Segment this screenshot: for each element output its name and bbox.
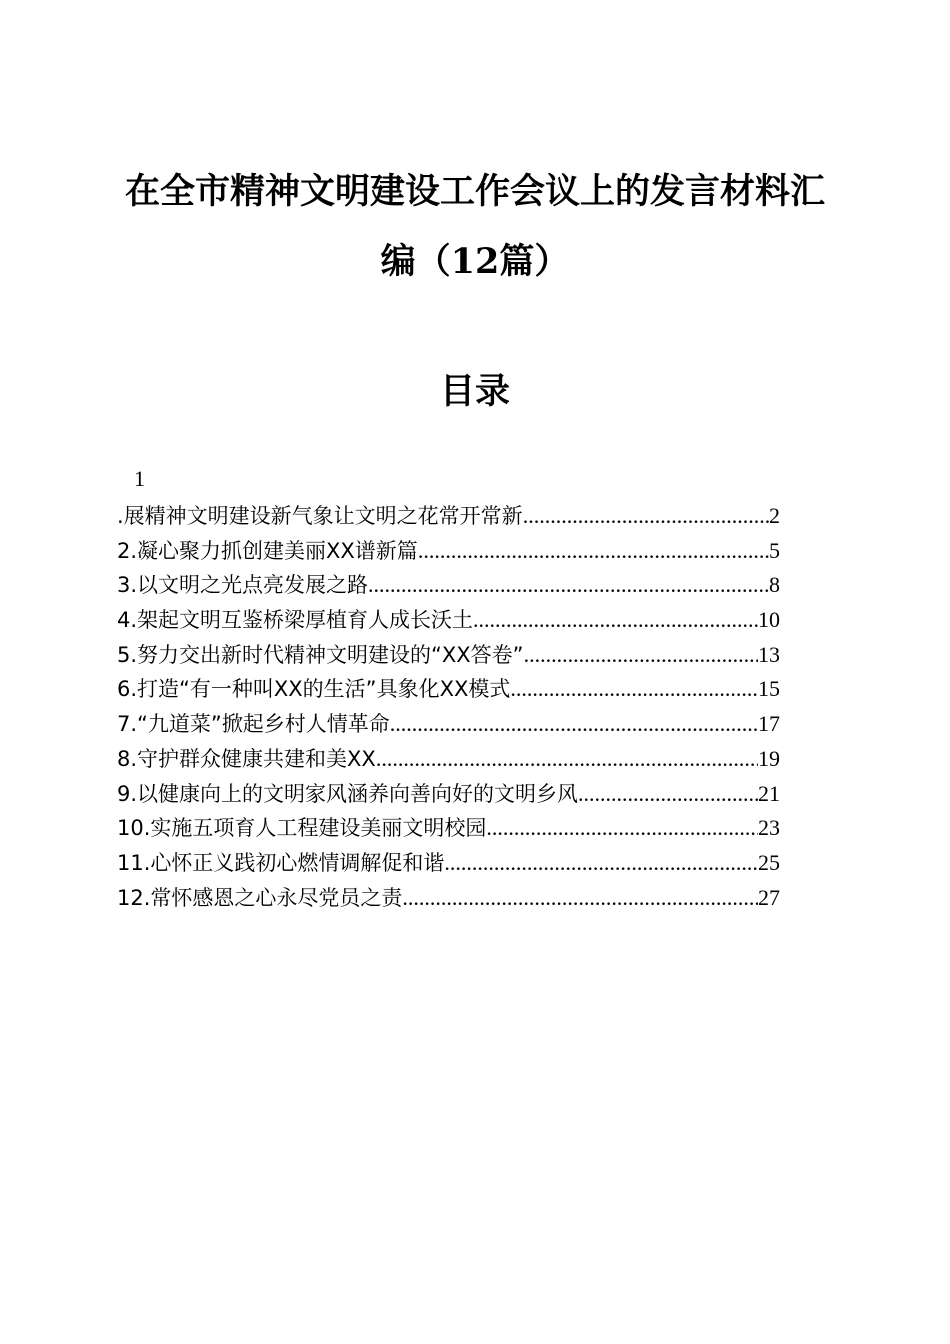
toc-entry-page: 23 (758, 815, 780, 841)
toc-dot-leader (418, 538, 769, 564)
toc-entry-title: 5.努力交出新时代精神文明建设的“XX答卷” (117, 642, 524, 667)
table-of-contents (117, 500, 780, 916)
toc-entry-title: 10.实施五项育人工程建设美丽文明校园 (117, 816, 487, 841)
toc-entry-title: 7.“九道菜”掀起乡村人情革命 (117, 712, 390, 737)
toc-entry-11[interactable] (117, 847, 780, 882)
toc-entry-1[interactable] (117, 500, 780, 535)
toc-entry-title: 4.架起文明互鉴桥梁厚植育人成长沃土 (117, 608, 474, 633)
toc-entry-page: 15 (758, 676, 780, 702)
toc-entry-6[interactable] (117, 673, 780, 708)
toc-entry-page: 25 (758, 849, 780, 875)
toc-dot-leader (578, 781, 758, 807)
toc-entry-title: 9.以健康向上的文明家风涵养向善向好的文明乡风 (117, 781, 579, 806)
toc-entry-title: 12.常怀感恩之心永尽党员之责 (117, 885, 403, 910)
toc-dot-leader (510, 676, 758, 702)
document-title-line-1: 在全市精神文明建设工作会议上的发言材料汇 (124, 171, 825, 212)
toc-entry-12[interactable] (117, 882, 780, 917)
toc-entry-9[interactable] (117, 778, 780, 813)
toc-dot-leader (444, 850, 758, 876)
toc-dot-leader (402, 885, 758, 911)
toc-entry-page: 2 (769, 503, 780, 528)
toc-dot-leader (523, 503, 769, 529)
toc-entry-title: 3.以文明之光点亮发展之路 (117, 573, 369, 598)
toc-entry-page: 8 (769, 572, 780, 598)
toc-entry-page: 17 (758, 711, 780, 737)
toc-dot-leader (368, 572, 769, 598)
toc-entry-page: 10 (758, 607, 780, 633)
document-title-line-2: 编（12篇） (380, 241, 570, 282)
toc-dot-leader (473, 607, 758, 633)
toc-heading: 目录 (439, 371, 510, 412)
toc-entry-page: 19 (758, 745, 780, 771)
toc-entry-5[interactable] (117, 639, 780, 674)
toc-dot-leader (486, 815, 758, 841)
toc-entry-page: 5 (769, 537, 780, 563)
toc-entry-2[interactable] (117, 535, 780, 570)
toc-entry-4[interactable] (117, 604, 780, 639)
toc-entry-7[interactable] (117, 708, 780, 743)
toc-entry-page: 27 (758, 884, 780, 910)
toc-entry-3[interactable] (117, 569, 780, 604)
toc-entry-title: .展精神文明建设新气象让文明之花常开常新 (117, 504, 523, 528)
toc-dot-leader (390, 711, 758, 737)
toc-first-item-number: 1 (134, 466, 145, 491)
toc-entry-title: 2.凝心聚力抓创建美丽XX谱新篇 (117, 538, 418, 563)
toc-dot-leader (376, 746, 758, 772)
toc-entry-title: 8.守护群众健康共建和美XX (117, 746, 376, 771)
toc-entry-page: 21 (758, 780, 780, 806)
toc-entry-title: 6.打造“有一种叫XX的生活”具象化XX模式 (117, 677, 511, 702)
toc-entry-8[interactable] (117, 743, 780, 778)
toc-entry-page: 13 (758, 641, 780, 667)
toc-entry-10[interactable] (117, 812, 780, 847)
toc-dot-leader (524, 642, 758, 668)
toc-entry-title: 11.心怀正义践初心燃情调解促和谐 (117, 850, 445, 875)
